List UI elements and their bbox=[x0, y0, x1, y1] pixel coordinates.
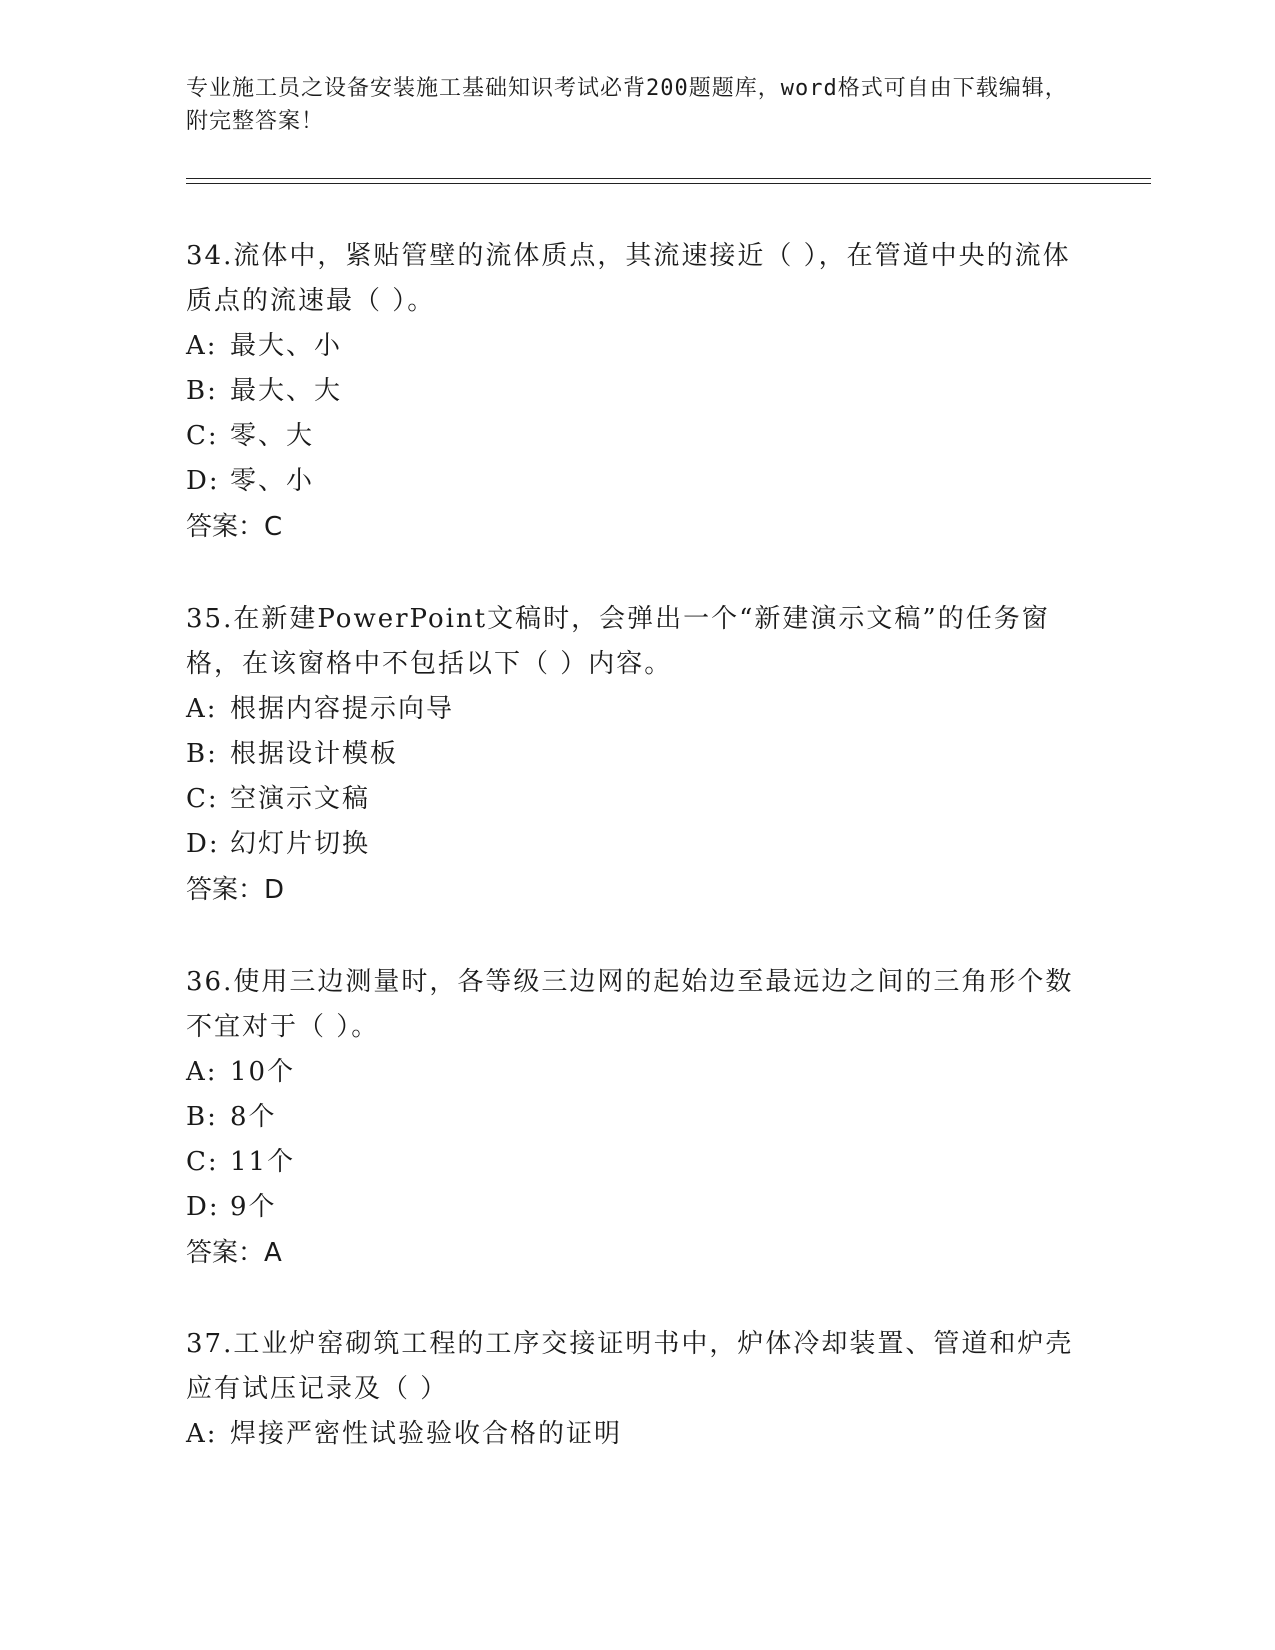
question-stem: 34.流体中，紧贴管壁的流体质点，其流速接近（ ），在管道中央的流体质点的流速最（ ）。 bbox=[186, 241, 1071, 316]
option-text: 10个 bbox=[230, 1057, 296, 1087]
answer: 答案：D bbox=[186, 875, 285, 905]
option-text: 零、小 bbox=[230, 466, 315, 496]
option-a bbox=[186, 1050, 1086, 1095]
option-letter: A: bbox=[186, 694, 218, 724]
option-letter: C: bbox=[186, 784, 219, 814]
question-stem: 36.使用三边测量时，各等级三边网的起始边至最远边之间的三角形个数不宜对于（ ）。 bbox=[186, 967, 1074, 1042]
option-letter: A: bbox=[186, 331, 218, 361]
option-a bbox=[186, 687, 1086, 732]
option-d bbox=[186, 1185, 1086, 1230]
option-text: 焊接严密性试验验收合格的证明 bbox=[230, 1419, 623, 1449]
option-text: 根据设计模板 bbox=[230, 739, 399, 769]
option-letter: D: bbox=[186, 466, 220, 496]
option-c bbox=[186, 414, 1086, 459]
option-letter: B: bbox=[186, 739, 218, 769]
option-letter: B: bbox=[186, 1102, 218, 1132]
option-text: 11个 bbox=[230, 1147, 296, 1177]
answer: 答案：C bbox=[186, 512, 283, 542]
option-text: 8个 bbox=[230, 1102, 277, 1132]
option-a bbox=[186, 1412, 1086, 1457]
question-stem: 35.在新建PowerPoint文稿时，会弹出一个“新建演示文稿”的任务窗格，在该窗格中不包括以下（ ）内容。 bbox=[186, 604, 1050, 679]
option-c bbox=[186, 777, 1086, 822]
option-text: 9个 bbox=[230, 1192, 277, 1222]
question-34 bbox=[186, 234, 1086, 550]
question-stem: 37.工业炉窑砌筑工程的工序交接证明书中，炉体冷却装置、管道和炉壳应有试压记录及（ ） bbox=[186, 1329, 1074, 1404]
option-letter: A: bbox=[186, 1419, 218, 1449]
option-text: 最大、小 bbox=[230, 331, 343, 361]
option-c bbox=[186, 1140, 1086, 1185]
option-letter: C: bbox=[186, 1147, 219, 1177]
option-letter: D: bbox=[186, 1192, 220, 1222]
option-b bbox=[186, 369, 1086, 414]
option-letter: A: bbox=[186, 1057, 218, 1087]
option-letter: C: bbox=[186, 421, 219, 451]
answer: 答案：A bbox=[186, 1238, 282, 1268]
option-text: 零、大 bbox=[230, 421, 315, 451]
option-b bbox=[186, 732, 1086, 777]
option-text: 幻灯片切换 bbox=[230, 829, 371, 859]
question-37 bbox=[186, 1322, 1086, 1457]
question-36 bbox=[186, 960, 1086, 1276]
question-35 bbox=[186, 597, 1086, 913]
header-divider-top bbox=[186, 178, 1151, 179]
option-a bbox=[186, 324, 1086, 369]
option-b bbox=[186, 1095, 1086, 1140]
option-d bbox=[186, 822, 1086, 867]
option-letter: D: bbox=[186, 829, 220, 859]
option-text: 空演示文稿 bbox=[230, 784, 371, 814]
document-header: 专业施工员之设备安装施工基础知识考试必背200题题库，word格式可自由下载编辑，附完整答案！ bbox=[186, 76, 1068, 134]
option-text: 最大、大 bbox=[230, 376, 343, 406]
option-text: 根据内容提示向导 bbox=[230, 694, 455, 724]
option-letter: B: bbox=[186, 376, 218, 406]
option-d bbox=[186, 459, 1086, 504]
header-divider-bottom bbox=[186, 183, 1151, 184]
